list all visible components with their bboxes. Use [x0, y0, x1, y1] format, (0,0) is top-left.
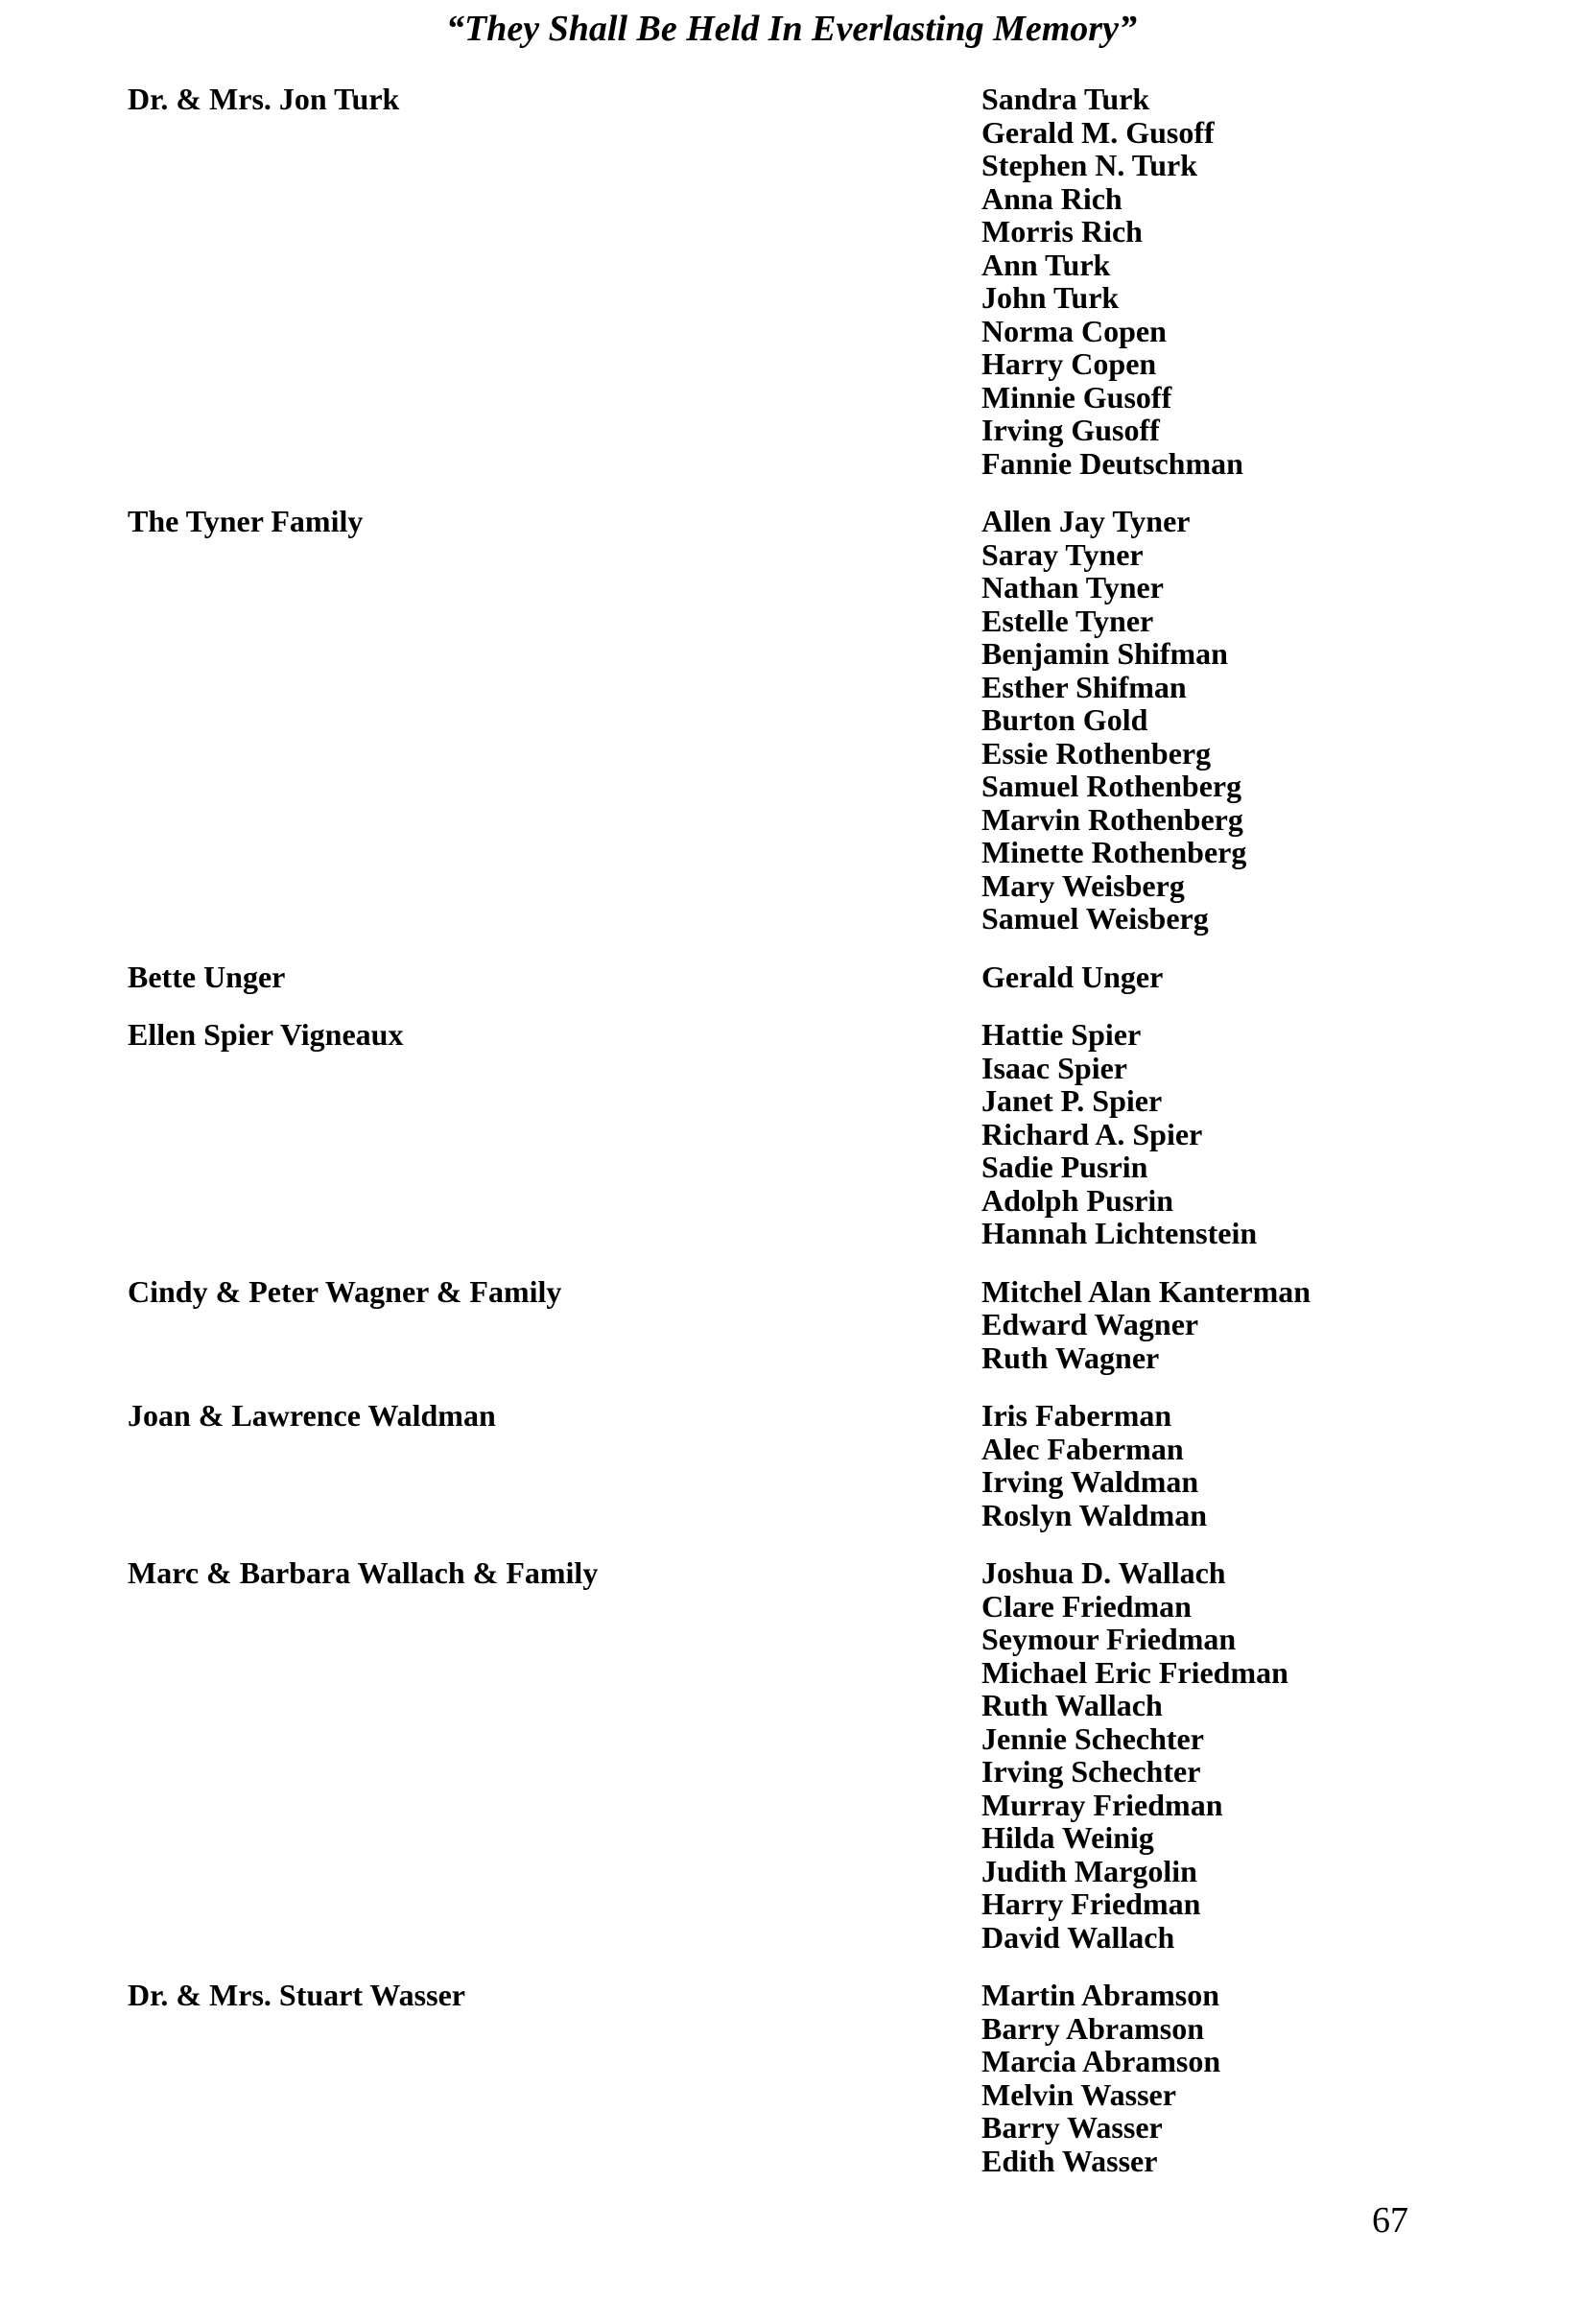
- remembered-names-list: [981, 960, 1163, 994]
- page-number: 67: [1372, 2200, 1408, 2241]
- remembered-name: Marcia Abramson: [981, 2044, 1221, 2078]
- memorial-entry: [128, 960, 1375, 994]
- memorial-entry: [128, 1275, 1375, 1375]
- donor-name: Dr. & Mrs. Stuart Wasser: [128, 1978, 465, 2012]
- remembered-name: Clare Friedman: [981, 1588, 1192, 1624]
- remembered-name: Samuel Rothenberg: [981, 769, 1242, 803]
- remembered-name: Seymour Friedman: [981, 1622, 1237, 1656]
- remembered-name: Ann Turk: [981, 247, 1111, 282]
- donor-name: Joan & Lawrence Waldman: [128, 1398, 496, 1433]
- donor-name: Ellen Spier Vigneaux: [128, 1017, 404, 1052]
- remembered-name: Harry Friedman: [981, 1886, 1201, 1921]
- remembered-names-list: [981, 1979, 1220, 2177]
- remembered-name: Hannah Lichtenstein: [981, 1216, 1258, 1250]
- memorial-entry: [128, 83, 1375, 480]
- remembered-name: Anna Rich: [981, 180, 1122, 216]
- remembered-name: Janet P. Spier: [981, 1083, 1163, 1118]
- remembered-name: Estelle Tyner: [981, 603, 1154, 638]
- remembered-name: Essie Rothenberg: [981, 735, 1212, 771]
- remembered-name: Sandra Turk: [981, 82, 1150, 116]
- memorial-entry: [128, 1018, 1375, 1250]
- donor-name: Marc & Barbara Wallach & Family: [128, 1555, 599, 1590]
- remembered-name: Minette Rothenberg: [981, 835, 1247, 869]
- remembered-name: Martin Abramson: [981, 1978, 1219, 2012]
- remembered-name: Allen Jay Tyner: [981, 504, 1191, 538]
- remembered-name: Esther Shifman: [981, 669, 1187, 704]
- remembered-name: Irving Waldman: [981, 1464, 1199, 1499]
- remembered-name: Samuel Weisberg: [981, 901, 1209, 936]
- remembered-names-list: [981, 1556, 1288, 1954]
- remembered-name: Alec Faberman: [981, 1431, 1184, 1466]
- remembered-name: Ruth Wagner: [981, 1340, 1160, 1375]
- memorial-entry: [128, 1399, 1375, 1531]
- remembered-name: Mitchel Alan Kanterman: [981, 1273, 1311, 1309]
- remembered-names-list: [981, 1275, 1311, 1375]
- remembered-name: Mary Weisberg: [981, 867, 1185, 903]
- remembered-names-list: [981, 1018, 1257, 1250]
- remembered-name: Fannie Deutschman: [981, 445, 1243, 481]
- remembered-name: Burton Gold: [981, 702, 1148, 737]
- remembered-name: Iris Faberman: [981, 1398, 1172, 1433]
- remembered-names-list: [981, 83, 1243, 480]
- remembered-name: Judith Margolin: [981, 1853, 1197, 1888]
- remembered-name: Richard A. Spier: [981, 1116, 1203, 1151]
- remembered-name: David Wallach: [981, 1919, 1175, 1955]
- remembered-name: Harry Copen: [981, 346, 1157, 381]
- remembered-name: Irving Gusoff: [981, 413, 1160, 447]
- remembered-name: Benjamin Shifman: [981, 636, 1228, 671]
- remembered-name: Nathan Tyner: [981, 570, 1164, 605]
- memorial-entry: [128, 1979, 1375, 2177]
- remembered-name: John Turk: [981, 280, 1120, 315]
- remembered-name: Saray Tyner: [981, 536, 1144, 572]
- remembered-name: Roslyn Waldman: [981, 1497, 1208, 1532]
- memorial-entry: [128, 1556, 1375, 1954]
- remembered-name: Jennie Schechter: [981, 1720, 1204, 1756]
- remembered-name: Adolph Pusrin: [981, 1182, 1174, 1218]
- donor-name: Dr. & Mrs. Jon Turk: [128, 82, 400, 116]
- memorial-entry: [128, 505, 1375, 936]
- remembered-name: Isaac Spier: [981, 1050, 1127, 1085]
- remembered-name: Marvin Rothenberg: [981, 801, 1243, 837]
- remembered-name: Sadie Pusrin: [981, 1150, 1148, 1184]
- page-title: “They Shall Be Held In Everlasting Memory”: [446, 9, 1137, 49]
- remembered-name: Hattie Spier: [981, 1017, 1142, 1052]
- remembered-name: Michael Eric Friedman: [981, 1654, 1288, 1690]
- remembered-name: Barry Abramson: [981, 2010, 1204, 2046]
- remembered-name: Minnie Gusoff: [981, 379, 1172, 415]
- remembered-name: Ruth Wallach: [981, 1688, 1163, 1722]
- remembered-names-list: [981, 1399, 1207, 1531]
- remembered-name: Joshua D. Wallach: [981, 1555, 1226, 1590]
- donor-name: Cindy & Peter Wagner & Family: [128, 1273, 562, 1309]
- remembered-name: Edith Wasser: [981, 2143, 1158, 2178]
- remembered-name: Hilda Weinig: [981, 1820, 1154, 1855]
- remembered-name: Norma Copen: [981, 313, 1167, 348]
- donor-name: The Tyner Family: [128, 504, 364, 538]
- remembered-names-list: [981, 505, 1246, 936]
- remembered-name: Edward Wagner: [981, 1307, 1199, 1341]
- remembered-name: Murray Friedman: [981, 1787, 1223, 1822]
- donor-name: Bette Unger: [128, 959, 286, 994]
- remembered-name: Stephen N. Turk: [981, 148, 1197, 182]
- remembered-name: Melvin Wasser: [981, 2076, 1176, 2112]
- remembered-name: Barry Wasser: [981, 2110, 1163, 2145]
- remembered-name: Irving Schechter: [981, 1754, 1201, 1789]
- remembered-name: Morris Rich: [981, 214, 1143, 249]
- remembered-name: Gerald M. Gusoff: [981, 114, 1215, 150]
- remembered-name: Gerald Unger: [981, 959, 1164, 994]
- memorial-list: [128, 83, 1375, 2202]
